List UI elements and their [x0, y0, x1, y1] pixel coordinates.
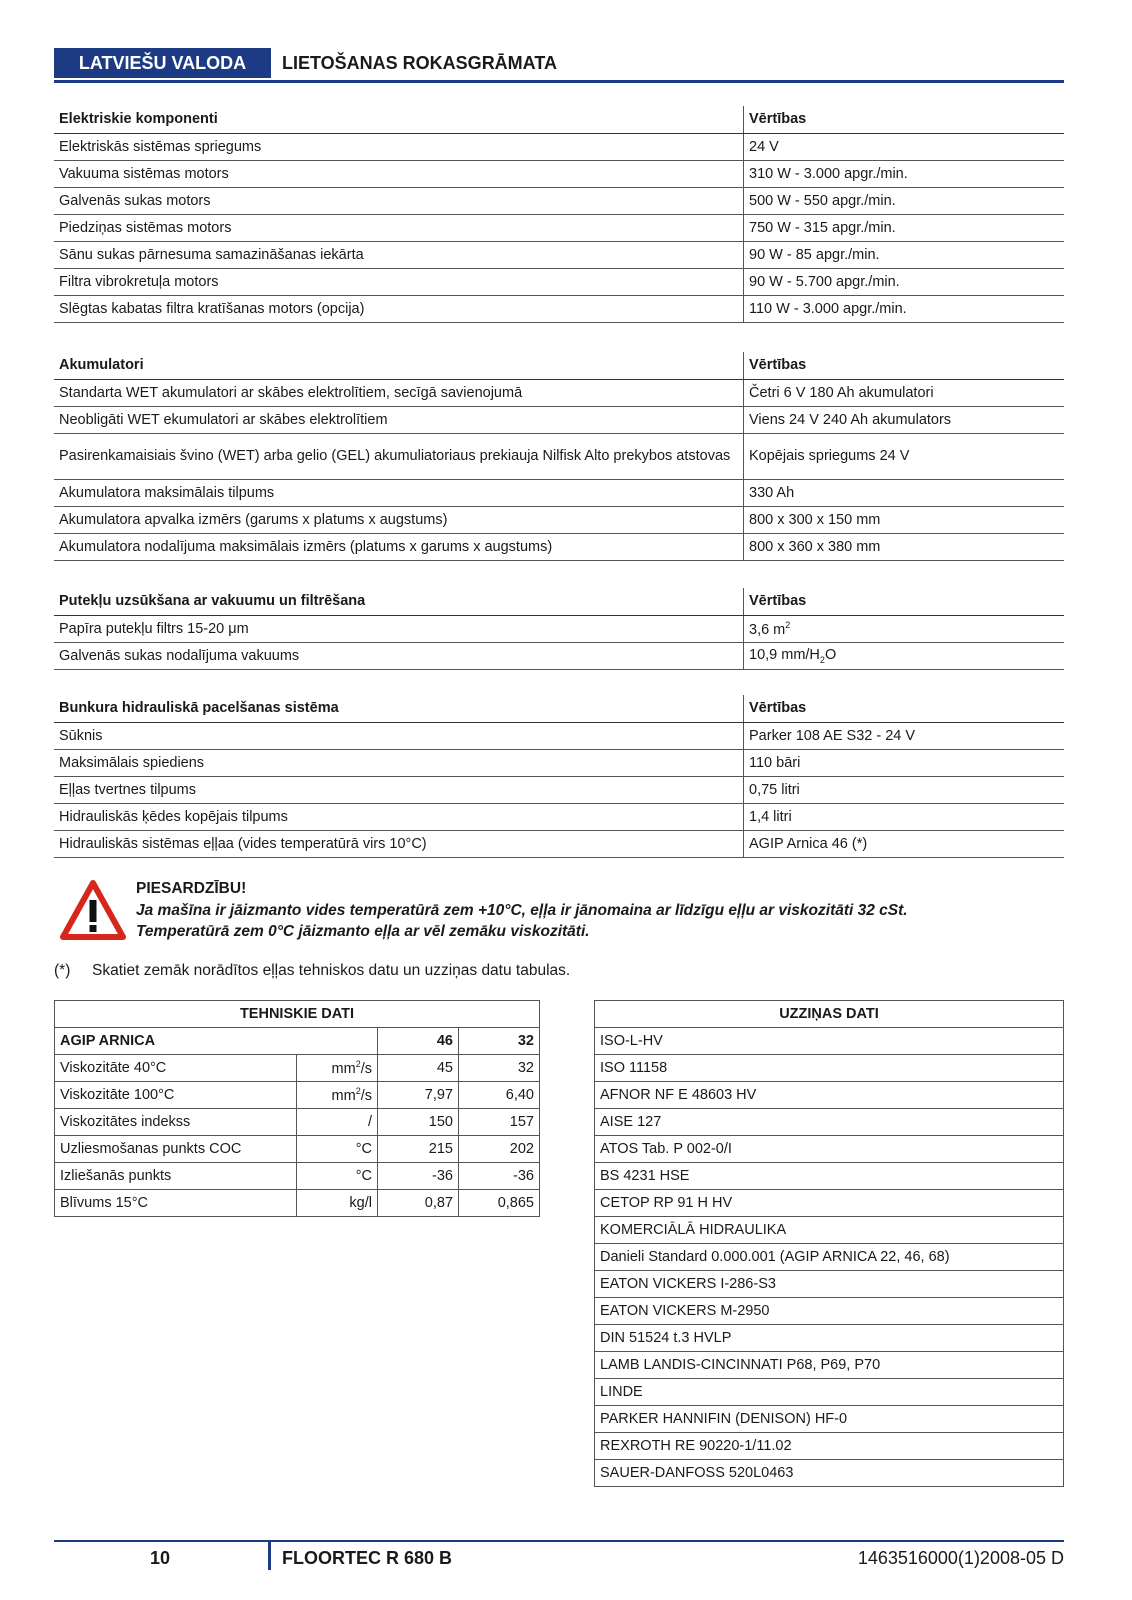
- table-row: [54, 295, 1064, 322]
- column-header: Akumulatori: [54, 352, 744, 379]
- row-label: Blīvums 15°C: [55, 1190, 297, 1217]
- table-row: [595, 1406, 1064, 1433]
- document-code: 1463516000(1)2008-05 D: [857, 1548, 1064, 1568]
- row-value: 6,40: [459, 1082, 540, 1109]
- row-value: 90 W - 85 apgr./min.: [744, 241, 1065, 268]
- row-label: Hidrauliskās sistēmas eļļaa (vides temperatūrā virs 10°C): [54, 830, 744, 857]
- table-row: [54, 187, 1064, 214]
- table-row: [595, 1163, 1064, 1190]
- row-value: [744, 642, 1065, 669]
- row-label: Akumulatora nodalījuma maksimālais izmērs (platums x garums x augstums): [54, 533, 744, 560]
- table-title: UZZIŅAS DATI: [595, 1001, 1064, 1028]
- column-header: 46: [378, 1028, 459, 1055]
- unit-superscript: 2: [355, 1086, 361, 1097]
- footnote-mark: (*): [54, 962, 71, 979]
- row-label: Standarta WET akumulatori ar skābes elektrolītiem, secīgā savienojumā: [54, 379, 744, 406]
- footnote-text: Skatiet zemāk norādītos eļļas tehniskos datu un uzziņas datu tabulas.: [92, 962, 571, 979]
- row-value: 310 W - 3.000 apgr./min.: [744, 160, 1065, 187]
- row-value: Četri 6 V 180 Ah akumulatori: [744, 379, 1065, 406]
- row-value: Kopējais spriegums 24 V: [744, 433, 1065, 479]
- table-header-row: [54, 106, 1064, 133]
- row-label: Eļļas tvertnes tilpums: [54, 776, 744, 803]
- row-value: 330 Ah: [744, 479, 1065, 506]
- table-row: [55, 1190, 540, 1217]
- row-value: 800 x 360 x 380 mm: [744, 533, 1065, 560]
- table-row: [595, 1460, 1064, 1487]
- reference-item: PARKER HANNIFIN (DENISON) HF-0: [595, 1406, 1064, 1433]
- table-row: [595, 1028, 1064, 1055]
- row-label: Filtra vibrokretuļa motors: [54, 268, 744, 295]
- table-row: [54, 615, 1064, 642]
- reference-item: DIN 51524 t.3 HVLP: [595, 1325, 1064, 1352]
- row-label: Pasirenkamaisiais švino (WET) arba gelio (GEL) akumuliatoriaus prekiauja Nilfisk Alto prekybos atstovas: [54, 433, 744, 479]
- value-text: 3,6 m: [749, 621, 786, 638]
- table-row: [595, 1271, 1064, 1298]
- row-value: 0,75 litri: [744, 776, 1065, 803]
- value-tail: O: [824, 646, 837, 663]
- row-unit: [297, 1055, 378, 1082]
- value-superscript: 2: [785, 619, 791, 630]
- row-unit: °C: [297, 1163, 378, 1190]
- row-value: 24 V: [744, 133, 1065, 160]
- row-value: 800 x 300 x 150 mm: [744, 506, 1065, 533]
- unit-text: mm: [331, 1087, 356, 1104]
- row-value: 215: [378, 1136, 459, 1163]
- column-header: AGIP ARNICA: [55, 1028, 378, 1055]
- table-row: [595, 1055, 1064, 1082]
- reference-item: Danieli Standard 0.000.001 (AGIP ARNICA 22, 46, 68): [595, 1244, 1064, 1271]
- table-row: [595, 1136, 1064, 1163]
- unit-text: mm: [331, 1060, 356, 1077]
- row-value: 45: [378, 1055, 459, 1082]
- table-title-row: [55, 1001, 540, 1028]
- table-title-row: [595, 1001, 1064, 1028]
- table-row: [54, 379, 1064, 406]
- column-header: Putekļu uzsūkšana ar vakuumu un filtrēšana: [54, 588, 744, 615]
- warning-triangle-icon: [60, 880, 126, 940]
- row-unit: °C: [297, 1136, 378, 1163]
- column-header: Vērtības: [744, 106, 1065, 133]
- language-tag: LATVIEŠU VALODA: [54, 48, 271, 78]
- row-value: 150: [378, 1109, 459, 1136]
- row-label: Akumulatora apvalka izmērs (garums x platums x augstums): [54, 506, 744, 533]
- row-unit: [297, 1082, 378, 1109]
- reference-item: AISE 127: [595, 1109, 1064, 1136]
- electrical-table: [54, 106, 1064, 323]
- row-value: 202: [459, 1136, 540, 1163]
- table-header-row: [54, 588, 1064, 615]
- table-row: [54, 533, 1064, 560]
- row-unit: kg/l: [297, 1190, 378, 1217]
- table-row: [54, 722, 1064, 749]
- page-header: [54, 48, 1064, 78]
- column-header: Vērtības: [744, 588, 1065, 615]
- table-row: [595, 1298, 1064, 1325]
- reference-item: KOMERCIĀLĀ HIDRAULIKA: [595, 1217, 1064, 1244]
- table-row: [595, 1433, 1064, 1460]
- row-label: Piedziņas sistēmas motors: [54, 214, 744, 241]
- table-row: [54, 241, 1064, 268]
- row-label: Elektriskās sistēmas spriegums: [54, 133, 744, 160]
- row-label: Sūknis: [54, 722, 744, 749]
- table-row: [54, 749, 1064, 776]
- row-label: Sānu sukas pārnesuma samazināšanas iekārta: [54, 241, 744, 268]
- table-header-row: [55, 1028, 540, 1055]
- row-label: Slēgtas kabatas filtra kratīšanas motors (opcija): [54, 295, 744, 322]
- table-row: [54, 830, 1064, 857]
- table-row: [595, 1082, 1064, 1109]
- row-value: 110 W - 3.000 apgr./min.: [744, 295, 1065, 322]
- vacuum-table: [54, 588, 1064, 670]
- reference-item: BS 4231 HSE: [595, 1163, 1064, 1190]
- footer-rule: [54, 1540, 1064, 1542]
- hydraulic-table: [54, 695, 1064, 858]
- caution-line: Ja mašīna ir jāizmanto vides temperatūrā zem +10°C, eļļa ir jānomaina ar līdzīgu eļļu ar viskozitāti 32 cSt.: [136, 902, 908, 919]
- column-header: 32: [459, 1028, 540, 1055]
- row-label: Galvenās sukas nodalījuma vakuums: [54, 642, 744, 669]
- row-label: Maksimālais spiediens: [54, 749, 744, 776]
- column-header: Vērtības: [744, 352, 1065, 379]
- caution-text: [136, 900, 908, 942]
- unit-tail: /s: [360, 1087, 372, 1104]
- row-label: Viskozitāte 100°C: [55, 1082, 297, 1109]
- row-value: 1,4 litri: [744, 803, 1065, 830]
- row-value: 750 W - 315 apgr./min.: [744, 214, 1065, 241]
- reference-item: LINDE: [595, 1379, 1064, 1406]
- row-label: Viskozitāte 40°C: [55, 1055, 297, 1082]
- unit-tail: /s: [360, 1060, 372, 1077]
- column-header: Vērtības: [744, 695, 1065, 722]
- header-rule: [54, 80, 1064, 83]
- row-label: Neobligāti WET ekumulatori ar skābes elektrolītiem: [54, 406, 744, 433]
- reference-item: ISO 11158: [595, 1055, 1064, 1082]
- reference-item: LAMB LANDIS-CINCINNATI P68, P69, P70: [595, 1352, 1064, 1379]
- table-row: [54, 803, 1064, 830]
- reference-item: ATOS Tab. P 002-0/I: [595, 1136, 1064, 1163]
- table-row: [595, 1109, 1064, 1136]
- row-value: 32: [459, 1055, 540, 1082]
- table-row: [54, 214, 1064, 241]
- reference-item: CETOP RP 91 H HV: [595, 1190, 1064, 1217]
- table-row: [54, 406, 1064, 433]
- table-row: [54, 133, 1064, 160]
- row-label: Papīra putekļu filtrs 15-20 μm: [54, 615, 744, 642]
- row-label: Hidrauliskās ķēdes kopējais tilpums: [54, 803, 744, 830]
- unit-superscript: 2: [355, 1059, 361, 1070]
- row-label: Galvenās sukas motors: [54, 187, 744, 214]
- manual-title: LIETOŠANAS ROKASGRĀMATA: [282, 53, 558, 73]
- table-row: [595, 1190, 1064, 1217]
- table-row: [55, 1109, 540, 1136]
- table-row: [55, 1163, 540, 1190]
- reference-item: SAUER-DANFOSS 520L0463: [595, 1460, 1064, 1487]
- table-row: [54, 160, 1064, 187]
- table-row: [54, 776, 1064, 803]
- page-number: 10: [150, 1548, 171, 1568]
- table-row: [595, 1379, 1064, 1406]
- caution-title: PIESARDZĪBU!: [136, 880, 247, 897]
- row-label: Izliešanās punkts: [55, 1163, 297, 1190]
- row-label: Vakuuma sistēmas motors: [54, 160, 744, 187]
- row-value: 110 bāri: [744, 749, 1065, 776]
- reference-item: EATON VICKERS M-2950: [595, 1298, 1064, 1325]
- row-value: AGIP Arnica 46 (*): [744, 830, 1065, 857]
- footer-separator: [268, 1540, 271, 1570]
- row-value: 0,865: [459, 1190, 540, 1217]
- reference-item: AFNOR NF E 48603 HV: [595, 1082, 1064, 1109]
- row-value: 90 W - 5.700 apgr./min.: [744, 268, 1065, 295]
- table-row: [54, 506, 1064, 533]
- row-label: Akumulatora maksimālais tilpums: [54, 479, 744, 506]
- reference-item: EATON VICKERS I-286-S3: [595, 1271, 1064, 1298]
- technical-data-table: [54, 1000, 540, 1217]
- row-label: Viskozitātes indekss: [55, 1109, 297, 1136]
- table-header-row: [54, 352, 1064, 379]
- table-row: [54, 433, 1064, 479]
- row-value: [744, 615, 1065, 642]
- row-value: 157: [459, 1109, 540, 1136]
- row-value: Parker 108 AE S32 - 24 V: [744, 722, 1065, 749]
- model-name: FLOORTEC R 680 B: [282, 1548, 453, 1568]
- row-value: 0,87: [378, 1190, 459, 1217]
- table-row: [595, 1325, 1064, 1352]
- reference-item: REXROTH RE 90220-1/11.02: [595, 1433, 1064, 1460]
- batteries-table: [54, 352, 1064, 561]
- table-row: [54, 268, 1064, 295]
- reference-item: ISO-L-HV: [595, 1028, 1064, 1055]
- footnote: [54, 962, 570, 980]
- row-value: -36: [378, 1163, 459, 1190]
- value-text: 10,9 mm/H: [749, 646, 820, 663]
- table-row: [54, 479, 1064, 506]
- table-row: [595, 1217, 1064, 1244]
- table-row: [55, 1082, 540, 1109]
- table-row: [55, 1136, 540, 1163]
- value-subscript: 2: [819, 654, 825, 665]
- row-unit: /: [297, 1109, 378, 1136]
- table-row: [55, 1055, 540, 1082]
- table-row: [595, 1244, 1064, 1271]
- row-label: Uzliesmošanas punkts COC: [55, 1136, 297, 1163]
- row-value: 500 W - 550 apgr./min.: [744, 187, 1065, 214]
- row-value: Viens 24 V 240 Ah akumulators: [744, 406, 1065, 433]
- table-header-row: [54, 695, 1064, 722]
- reference-data-table: [594, 1000, 1064, 1487]
- caution-block: [60, 880, 1060, 948]
- table-row: [54, 642, 1064, 669]
- column-header: Elektriskie komponenti: [54, 106, 744, 133]
- caution-line: Temperatūrā zem 0°C jāizmanto eļļa ar vēl zemāku viskozitāti.: [136, 923, 590, 940]
- row-value: 7,97: [378, 1082, 459, 1109]
- table-title: TEHNISKIE DATI: [55, 1001, 540, 1028]
- row-value: -36: [459, 1163, 540, 1190]
- column-header: Bunkura hidrauliskā pacelšanas sistēma: [54, 695, 744, 722]
- table-row: [595, 1352, 1064, 1379]
